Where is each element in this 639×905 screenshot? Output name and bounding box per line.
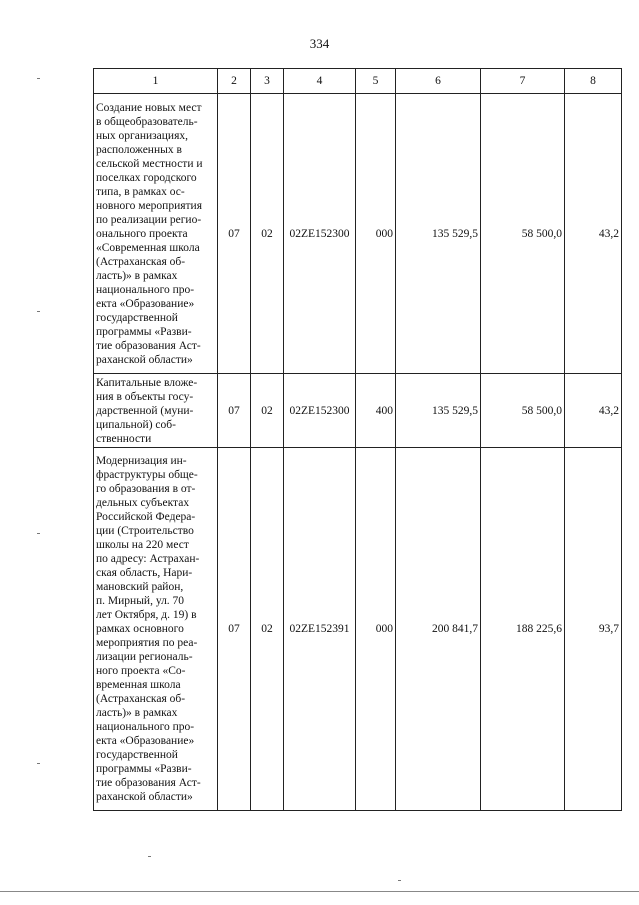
row-name-line: мероприятия по реа-: [96, 637, 198, 649]
column-header-8: 8: [565, 69, 622, 94]
subsection-code-cell: 02: [251, 448, 284, 811]
scan-mark: [37, 311, 40, 312]
budget-table: [93, 68, 622, 811]
row-name-line: программы «Разви-: [96, 325, 192, 338]
row-name-line: расположенных в: [96, 143, 182, 156]
row-name-line: временная школа: [96, 679, 181, 691]
row-name-line: типа, в рамках ос-: [96, 185, 185, 198]
page-number: 334: [309, 36, 330, 51]
executed-amount-cell: 58 500,0: [481, 374, 565, 448]
page-bottom-edge: [0, 891, 639, 892]
column-header-3: 3: [251, 69, 284, 94]
scan-mark: [37, 763, 40, 764]
row-name-line: «Современная школа: [96, 241, 200, 254]
row-name-cell: [94, 374, 218, 448]
row-name-line: Российской Федера-: [96, 511, 196, 523]
row-name-line: ции (Строительство: [96, 525, 194, 537]
column-header-1: 1: [94, 69, 218, 94]
row-name-line: в общеобразователь-: [96, 115, 198, 128]
row-name-line: поселках городского: [96, 171, 197, 184]
row-name-line: (Астраханская об-: [96, 255, 186, 268]
row-name-line: тие образования Аст-: [96, 339, 201, 352]
row-name-line: раханской области»: [96, 791, 193, 803]
execution-percent-cell: 43,2: [565, 374, 622, 448]
row-name-line: новного мероприятия: [96, 199, 202, 212]
expense-type-cell: 000: [356, 448, 396, 811]
row-name-line: екта «Образование»: [96, 297, 195, 310]
section-code-cell: 07: [218, 448, 251, 811]
row-name-line: ласть)» в рамках: [96, 269, 178, 282]
row-name-line: ская область, Нари-: [96, 567, 193, 579]
row-name-line: екта «Образование»: [96, 735, 195, 747]
row-name-line: дарственной (муни-: [96, 404, 194, 417]
row-name-line: школы на 220 мест: [96, 539, 189, 551]
row-name-line: раханской области»: [96, 353, 193, 366]
table-row: [94, 448, 622, 811]
scan-mark: [148, 856, 151, 857]
section-code-cell: 07: [218, 374, 251, 448]
row-name-line: тие образования Аст-: [96, 777, 201, 789]
row-name-line: онального проекта: [96, 227, 188, 240]
row-name-line: национального про-: [96, 283, 195, 296]
row-name-line: программы «Разви-: [96, 763, 192, 775]
table-row: [94, 94, 622, 374]
column-header-2: 2: [218, 69, 251, 94]
row-name-line: рамках основного: [96, 623, 184, 635]
scan-mark: [37, 78, 40, 79]
row-name-line: п. Мирный, ул. 70: [96, 595, 185, 607]
row-name-line: ципальной) соб-: [96, 418, 176, 431]
row-name-line: фраструктуры обще-: [96, 469, 198, 481]
row-name-line: дельных субъектах: [96, 497, 190, 509]
scan-mark: [398, 880, 401, 881]
row-name-line: мановский район,: [96, 581, 184, 593]
header-row: [94, 69, 622, 94]
row-name-line: ственности: [96, 432, 152, 445]
scan-mark: [37, 533, 40, 534]
target-article-cell: 02ZE152391: [284, 448, 356, 811]
executed-amount-cell: 188 225,6: [481, 448, 565, 811]
row-name-line: государственной: [96, 311, 178, 324]
row-name-line: лет Октября, д. 19) в: [96, 609, 197, 621]
row-name-line: (Астраханская об-: [96, 693, 186, 705]
column-header-4: 4: [284, 69, 356, 94]
row-name-line: Капитальные вложе-: [96, 376, 198, 389]
approved-amount-cell: 200 841,7: [396, 448, 481, 811]
column-header-5: 5: [356, 69, 396, 94]
approved-amount-cell: 135 529,5: [396, 374, 481, 448]
expense-type-cell: 000: [356, 94, 396, 374]
executed-amount-cell: 58 500,0: [481, 94, 565, 374]
row-name-line: национального про-: [96, 721, 195, 733]
row-name-line: Создание новых мест: [96, 101, 202, 114]
subsection-code-cell: 02: [251, 94, 284, 374]
expense-type-cell: 400: [356, 374, 396, 448]
execution-percent-cell: 43,2: [565, 94, 622, 374]
row-name-line: по реализации регио-: [96, 213, 202, 226]
row-name-line: по адресу: Астрахан-: [96, 553, 200, 565]
subsection-code-cell: 02: [251, 374, 284, 448]
row-name-line: Модернизация ин-: [96, 455, 187, 467]
row-name-line: ных организациях,: [96, 129, 189, 142]
row-name-line: сельской местности и: [96, 157, 203, 170]
target-article-cell: 02ZE152300: [284, 374, 356, 448]
approved-amount-cell: 135 529,5: [396, 94, 481, 374]
execution-percent-cell: 93,7: [565, 448, 622, 811]
section-code-cell: 07: [218, 94, 251, 374]
target-article-cell: 02ZE152300: [284, 94, 356, 374]
row-name-cell: [94, 94, 218, 374]
row-name-cell: [94, 448, 218, 811]
row-name-line: лизации региональ-: [96, 651, 193, 663]
column-header-7: 7: [481, 69, 565, 94]
row-name-line: го образования в от-: [96, 483, 196, 495]
row-name-line: ного проекта «Со-: [96, 665, 186, 677]
table-row: [94, 374, 622, 448]
row-name-line: ласть)» в рамках: [96, 707, 178, 719]
row-name-line: ния в объекты госу-: [96, 390, 194, 403]
column-header-6: 6: [396, 69, 481, 94]
row-name-line: государственной: [96, 749, 178, 761]
